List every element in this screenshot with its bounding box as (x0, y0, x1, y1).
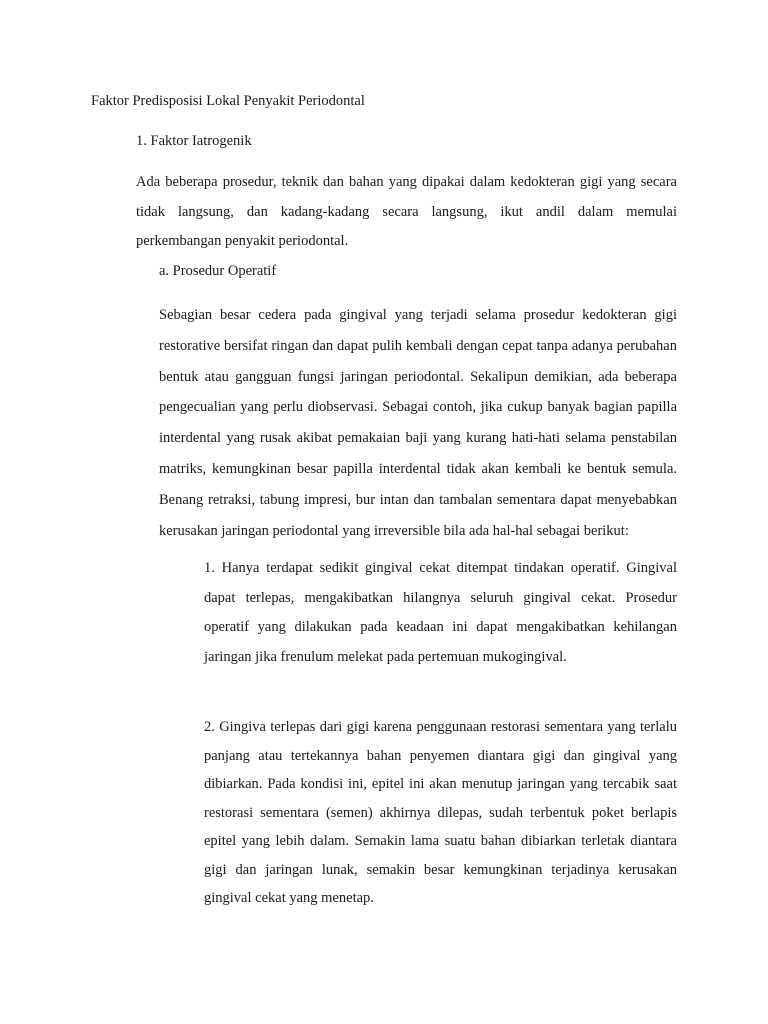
list-item: 1. Hanya terdapat sedikit gingival cekat ditempat tindakan operatif. Gingival dapat terlepas, mengakibatkan hilangnya seluruh gingival cekat. Prosedur operatif yang dilakukan pada keadaan ini dapat mengakibatkan kehilangan jaringan jika frenulum melekat pada pertemuan mukogingival. (204, 560, 677, 666)
body-paragraph: Sebagian besar cedera pada gingival yang terjadi selama prosedur kedokteran gigi restorative bersifat ringan dan dapat pulih kembali dengan cepat tanpa adanya perubahan bentuk atau gangguan fungsi jaringan periodontal. Sekalipun demikian, ada beberapa pengecualian yang perlu diobservasi. Sebagai contoh, jika cukup banyak bagian papilla interdental yang rusak akibat pemakaian baji yang kurang hati-hati selama penstabilan matriks, kemungkinan besar papilla interdental tidak akan kembali ke bentuk semula. Benang retraksi, tabung impresi, bur intan dan tambalan sementara dapat menyebabkan kerusakan jaringan periodontal yang irreversible bila ada hal-hal sebagai berikut: (159, 307, 677, 539)
intro-paragraph: Ada beberapa prosedur, teknik dan bahan yang dipakai dalam kedokteran gigi yang secara tidak langsung, dan kadang-kadang secara langsung, ikut andil dalam memulai perkembangan penyakit periodontal. (136, 174, 677, 250)
document-title: Faktor Predisposisi Lokal Penyakit Periodontal (91, 93, 365, 109)
list-item: 2. Gingiva terlepas dari gigi karena penggunaan restorasi sementara yang terlalu panjang atau tertekannya bahan penyemen diantara gigi dan gingival yang dibiarkan. Pada kondisi ini, epitel ini akan menutup jaringan yang tercabik saat restorasi sementara (semen) akhirnya dilepas, sudah terbentuk poket berlapis epitel yang lebih dalam. Semakin lama suatu bahan dibiarkan terletak diantara gigi dan jaringan lunak, semakin besar kemungkinan terjadinya kerusakan gingival cekat yang menetap. (204, 719, 677, 906)
section-heading: 1. Faktor Iatrogenik (136, 133, 252, 149)
subsection-heading: a. Prosedur Operatif (159, 263, 277, 279)
